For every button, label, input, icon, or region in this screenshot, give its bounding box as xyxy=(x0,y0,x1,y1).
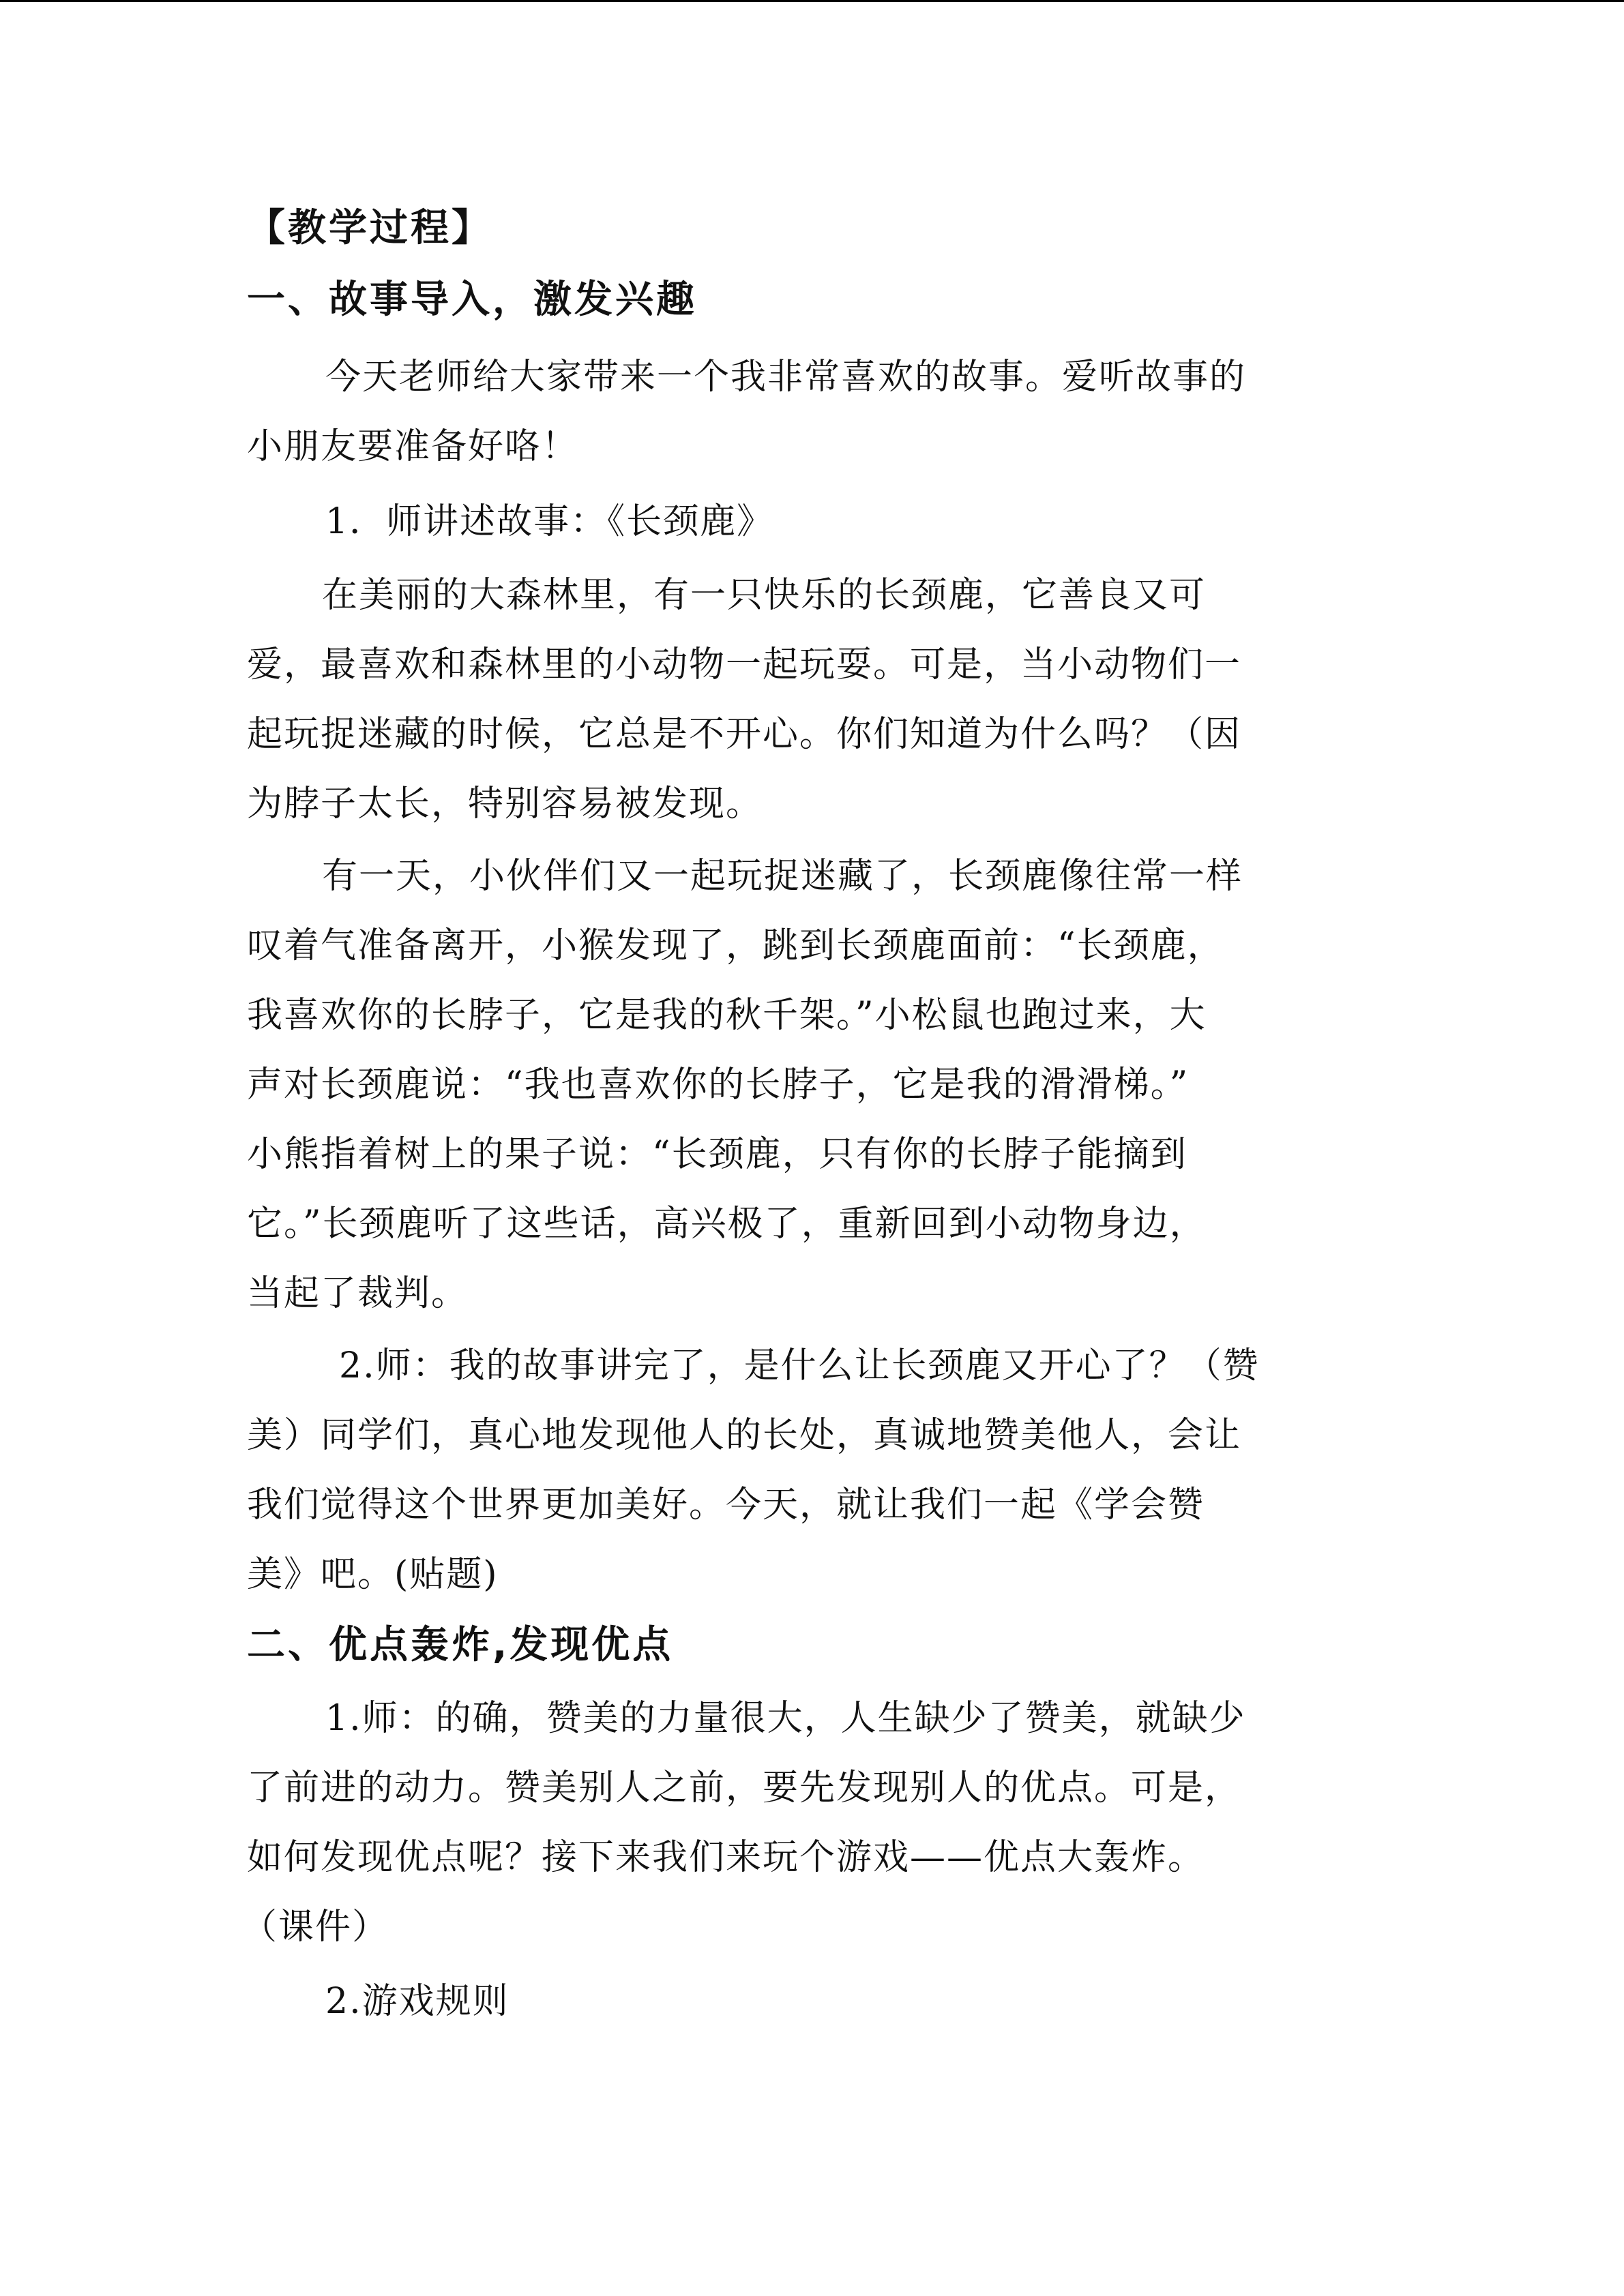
story-item-1: 1．师讲述故事：《长颈鹿》 xyxy=(325,501,774,542)
intro-line-1: 今天老师给大家带来一个我非常喜欢的故事。爱听故事的 xyxy=(325,357,1247,398)
document-title: 【教学过程】 xyxy=(247,206,492,250)
s2-item1-line-2: 了前进的动力。赞美别人之前，要先发现别人的优点。可是， xyxy=(247,1768,1242,1808)
s2-item2: 2.游戏规则 xyxy=(325,1981,510,2022)
story-p2-line-5: 小熊指着树上的果子说：“长颈鹿，只有你的长脖子能摘到 xyxy=(247,1134,1187,1175)
top-border xyxy=(0,0,1624,2)
item2-line-4: 美》吧。(贴题) xyxy=(247,1554,499,1595)
item2-line-3: 我们觉得这个世界更加美好。今天，就让我们一起《学会赞 xyxy=(247,1485,1205,1525)
story-p1-line-4: 为脖子太长，特别容易被发现。 xyxy=(247,784,763,824)
story-p1-line-2: 爱，最喜欢和森林里的小动物一起玩耍。可是，当小动物们一 xyxy=(247,644,1242,685)
intro-line-2: 小朋友要准备好咯！ xyxy=(247,426,579,467)
item2-line-1: 2.师：我的故事讲完了，是什么让长颈鹿又开心了？（赞 xyxy=(339,1345,1260,1386)
s2-item1-line-3: 如何发现优点呢？接下来我们来玩个游戏——优点大轰炸。 xyxy=(247,1837,1205,1878)
story-p2-line-4: 声对长颈鹿说：“我也喜欢你的长脖子，它是我的滑滑梯。” xyxy=(247,1064,1190,1105)
story-p2-line-1: 有一天，小伙伴们又一起玩捉迷藏了，长颈鹿像往常一样 xyxy=(322,856,1243,897)
story-p2-line-6: 它。”长颈鹿听了这些话，高兴极了，重新回到小动物身边， xyxy=(247,1204,1207,1244)
story-p1-line-3: 起玩捉迷藏的时候，它总是不开心。你们知道为什么吗？（因 xyxy=(247,714,1242,755)
section2-heading: 二、优点轰炸,发现优点 xyxy=(247,1623,674,1667)
s2-item1-line-4: （课件） xyxy=(241,1907,389,1948)
story-p2-line-2: 叹着气准备离开，小猴发现了，跳到长颈鹿面前：“长颈鹿， xyxy=(247,925,1224,966)
s2-item1-line-1: 1.师：的确，赞美的力量很大，人生缺少了赞美，就缺少 xyxy=(325,1698,1246,1739)
section1-heading: 一、故事导入，激发兴趣 xyxy=(247,278,697,322)
story-p1-line-1: 在美丽的大森林里，有一只快乐的长颈鹿，它善良又可 xyxy=(322,575,1207,616)
story-p2-line-3: 我喜欢你的长脖子，它是我的秋千架。”小松鼠也跑过来，大 xyxy=(247,995,1207,1036)
story-p2-line-7: 当起了裁判。 xyxy=(247,1273,469,1314)
item2-line-2: 美）同学们，真心地发现他人的长处，真诚地赞美他人，会让 xyxy=(247,1415,1242,1456)
